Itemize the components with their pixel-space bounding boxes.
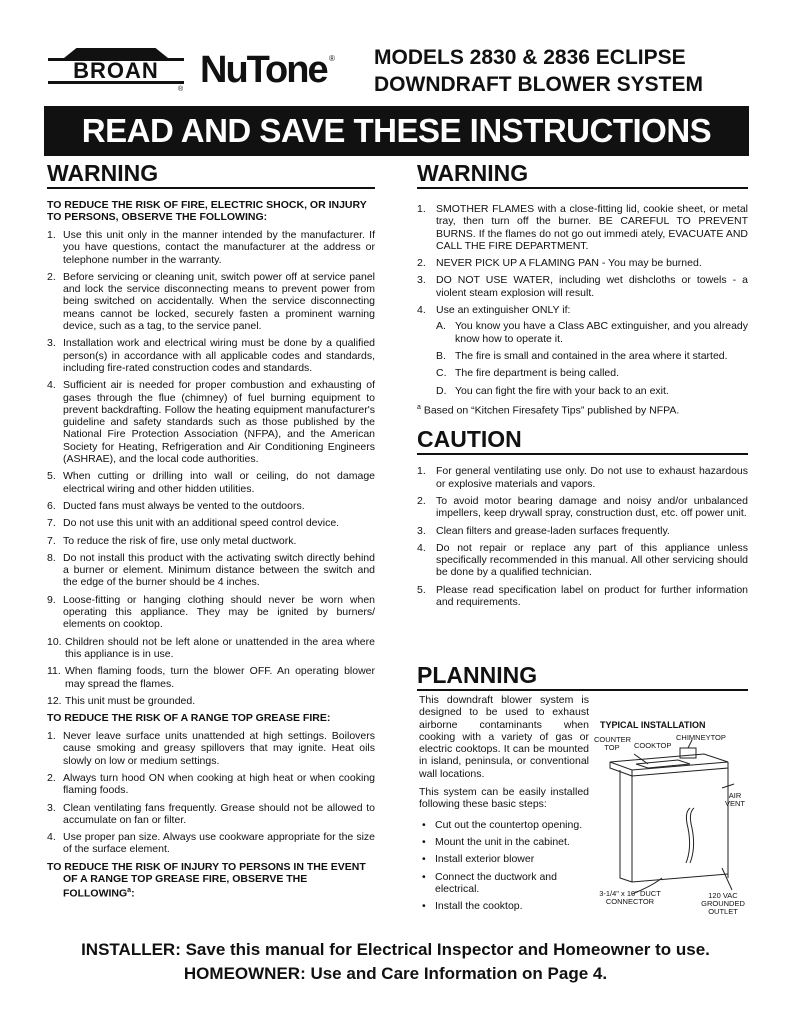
warning-heading: WARNING [47, 158, 375, 189]
list-item: A. You know you have a Class ABC extinguisher, and you already know how to operate it. [436, 320, 748, 345]
label-air-vent: AIR VENT [724, 791, 745, 808]
label-chimneytop: CHIMNEYTOP [676, 733, 726, 742]
list-item: 2. Always turn hood ON when cooking at high heat or when cooking flaming foods. [47, 771, 375, 797]
grease-fire-heading: TO REDUCE THE RISK OF A RANGE TOP GREASE FIRE: [47, 712, 331, 725]
list-item: D. You can fight the fire with your back to an exit. [436, 384, 669, 397]
typical-installation-figure [592, 718, 758, 928]
label-duct-connector: 3-1/4" x 10" DUCT CONNECTOR [599, 889, 661, 906]
broan-logo-text: BROAN [48, 58, 184, 84]
models-line-1: MODELS 2830 & 2836 ECLIPSE [374, 46, 686, 69]
list-item: 12. This unit must be grounded. [47, 694, 196, 707]
list-item: 3. Installation work and electrical wiring must be done by a qualified person(s) in accordance with all applicable codes and standards, including fire-rated construction codes and standards. [47, 337, 375, 374]
broan-logo [42, 48, 190, 93]
list-item: 2. Before servicing or cleaning unit, switch power off at service panel and lock the service disconnecting means to prevent power from being switched on accidentally. When the service disconnecting means cannot be locked, securely fasten a prominent warning device, such as a tag, to the service panel. [47, 270, 375, 333]
installer-line: INSTALLER: Save this manual for Electrical Inspector and Homeowner to use. [81, 940, 710, 959]
injury-heading: TO REDUCE THE RISK OF INJURY TO PERSONS IN THE EVENT OF A RANGE TOP GREASE FIRE, OBSERVE THE FOLLOWING$^a$: [47, 860, 366, 900]
broan-roof-shape [64, 48, 168, 58]
list-item: 1. Use this unit only in the manner intended by the manufacturer. If you have questions, contact the manufacturer at the address or telephone number in the warranty. [47, 229, 375, 266]
list-item: • Connect the ductwork and electrical. [422, 870, 557, 895]
list-item: 8. Do not install this product with the activating switch directly behind a burner or element. Minimum distance between the switch and the edge of the burner should be 4 inches. [47, 551, 375, 589]
list-item: 5. When cutting or drilling into wall or ceiling, do not damage electrical wiring and other hidden utilities. [47, 470, 375, 495]
list-item: • Install exterior blower [422, 853, 535, 866]
list-item: 2. NEVER PICK UP A FLAMING PAN - You may be burned. [417, 257, 702, 270]
models-title [374, 44, 754, 98]
left-column [47, 158, 375, 905]
list-item: C. The fire department is being called. [436, 367, 620, 380]
cabinet-illustration [592, 718, 758, 928]
extinguisher-conditions-list [436, 320, 748, 396]
right-column [417, 158, 748, 688]
list-item: 3. Clean ventilating fans frequently. Grease should not be allowed to accumulate on fan or filter. [47, 801, 375, 826]
footer-notice [40, 938, 751, 986]
caution-list [417, 465, 748, 608]
nutone-registered-mark: ® [329, 54, 335, 63]
list-item: 4. Use an extinguisher ONLY if: A. You know you have a Class ABC extinguisher, and you already know how to operate it. B. The fire is small and contained in the area where it started. C. The fire department is being called. D. You can fight the fire with your back to an exit. [417, 304, 748, 397]
broan-registered-mark: ® [178, 86, 184, 93]
label-outlet: 120 VAC GROUNDED OUTLET [701, 891, 745, 916]
nfpa-footnote: $^a$ Based on “Kitchen Firesafety Tips” published by NFPA. [417, 403, 680, 417]
list-item: • Cut out the countertop opening. [422, 818, 583, 831]
brand-logos [42, 44, 342, 98]
list-item: 1. SMOTHER FLAMES with a close-fitting lid, cookie sheet, or metal tray, then turn off the burner. BE CAREFUL TO PREVENT BURNS. If the flames do not go out immedi ately, EVACUATE AND CALL THE FIRE DEPARTMENT. [417, 203, 748, 252]
list-item: B. The fire is small and contained in the area where it started. [436, 349, 728, 362]
list-item: 7. To reduce the risk of fire, use only metal ductwork. [47, 534, 297, 547]
grease-fire-list [47, 730, 375, 856]
list-item: 1. Never leave surface units unattended at high settings. Boilovers cause smoking and greasy spillovers that may ignite. Heat oils slowly on low or medium settings. [47, 730, 375, 767]
list-item: 9. Loose-fitting or hanging clothing should never be worn when operating this appliance. They may be ignited by burners/ elements on cooktop. [47, 593, 375, 631]
warning-intro: TO REDUCE THE RISK OF FIRE, ELECTRIC SHOCK, OR INJURY TO PERSONS, OBSERVE THE FOLLOWING: [47, 199, 367, 223]
list-item: • Mount the unit in the cabinet. [422, 835, 570, 848]
planning-steps-intro: This system can be easily installed following these basic steps: [419, 786, 589, 811]
label-countertop: COUNTER TOP [594, 735, 632, 752]
list-item: 3. Clean filters and grease-laden surfaces frequently. [417, 524, 670, 537]
figure-title: TYPICAL INSTALLATION [600, 720, 706, 730]
nutone-logo: NuTone [200, 49, 327, 91]
homeowner-line: HOMEOWNER: Use and Care Information on Page 4. [183, 964, 608, 983]
list-item: 4. Do not repair or replace any part of this appliance unless specifically recommended in this manual. All other servicing should be done by a qualified technician. [417, 541, 748, 579]
warning-list [47, 229, 375, 707]
list-item: 1. For general ventilating use only. Do not use to exhaust hazardous or explosive materials and vapors. [417, 465, 748, 490]
list-item: 10. Children should not be left alone or unattended in the area where this appliance is in use. [47, 635, 375, 660]
list-item: • Install the cooktop. [422, 900, 523, 913]
label-cooktop: COOKTOP [634, 741, 672, 750]
list-item: 7. Do not use this unit with an additional speed control device. [47, 517, 340, 530]
planning-steps-list [419, 819, 589, 913]
list-item: 11. When flaming foods, turn the blower OFF. An operating blower may spread the flames. [47, 665, 375, 690]
read-and-save-banner: READ AND SAVE THESE INSTRUCTIONS [44, 106, 749, 156]
list-item: 3. DO NOT USE WATER, including wet dishcloths or towels - a violent steam explosion will result. [417, 274, 748, 299]
planning-section [419, 694, 589, 917]
grease-fire-actions-list [417, 203, 748, 397]
list-item: 6. Ducted fans must always be vented to the outdoors. [47, 499, 305, 512]
warning-heading-2: WARNING [417, 158, 748, 189]
list-item: 4. Sufficient air is needed for proper combustion and exhausting of gases through the flue (chimney) of fuel burning equipment to prevent backdrafting. Follow the heating equipment manufacturer's guideline and safety standards such as those published by the National Fire Protection Association (NFPA), and the American Society for Heating, Refrigeration and Air Conditioning Engineers (ASHRAE), and the local code authorities. [47, 379, 375, 466]
caution-heading: CAUTION [417, 424, 748, 455]
planning-intro: This downdraft blower system is designed to be used to exhaust airborne contaminants when cooking with a variety of gas or electric cooktops. It can be mounted in island, peninsula, or conventional wall locations. [419, 694, 589, 780]
models-line-2: DOWNDRAFT BLOWER SYSTEM [374, 73, 703, 96]
list-item: 4. Use proper pan size. Always use cookware appropriate for the size of the surface element. [47, 831, 375, 856]
list-item: 2. To avoid motor bearing damage and noisy and/or unbalanced impellers, keep drywall spray, construction dust, etc. off power unit. [417, 494, 748, 520]
planning-heading: PLANNING [417, 660, 748, 691]
list-item: 5. Please read specification label on product for further information and requirements. [417, 583, 748, 609]
